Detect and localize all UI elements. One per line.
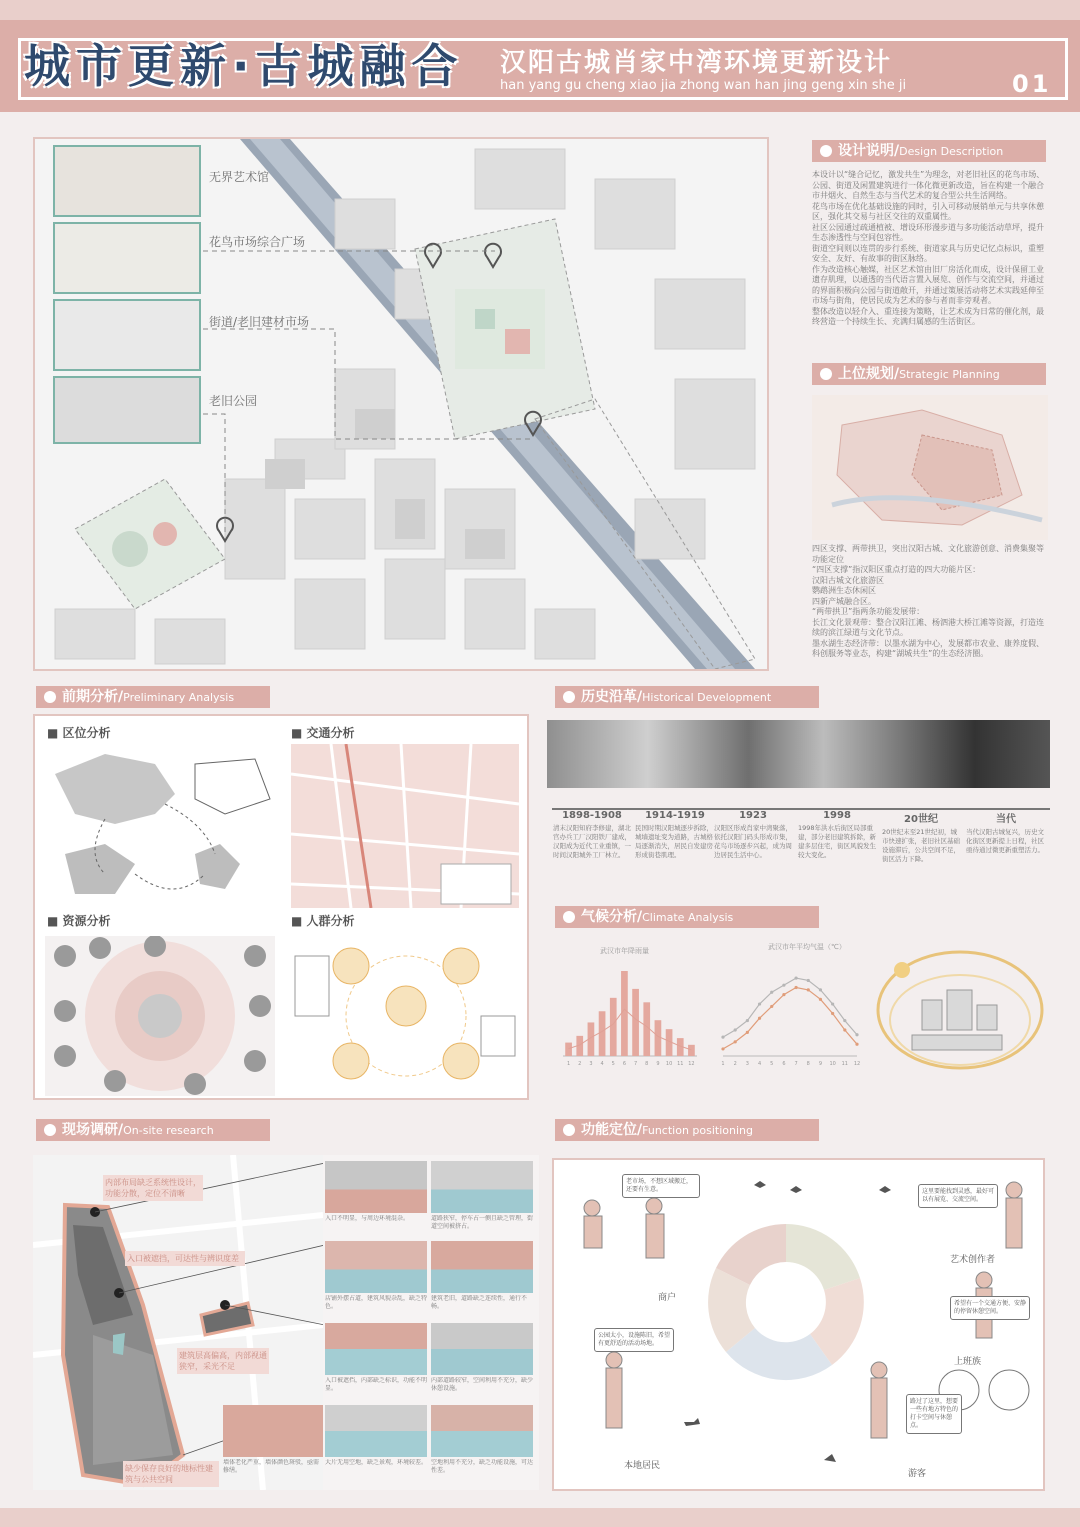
section-header-function: 功能定位/Function positioning (555, 1119, 819, 1141)
rain-bar (599, 1011, 606, 1056)
speech-bubble: 老市场，不想区域搬迁，还要有生意。 (622, 1174, 700, 1198)
temp-tick-label: 12 (853, 1061, 861, 1067)
design-description-text: 本设计以“缝合记忆，激发共生”为理念，对老旧社区的花鸟市场、公园、街道及闲置建筑进行一体化微更新改造，旨在构建一个融合市井烟火、自然生态与当代艺术的复合型公共生活网络。 花鸟市场在优化基础设施的同时，引入可移动展销单元与共享休憩区，强化其交易与社区交往的双重属性。 社区公园通过疏通植被、增设环形漫步道与多功能活动草坪，提升生态渗透性与空间包容性。 街道空间则以连贯的步行系统、街道家具与历史记忆点标识，重塑安全、友好、有故事的街区脉络。 作为改造核心触媒，社区艺术馆由旧厂房活化而成，设计保留工业遗存肌理，以通透的当代语言置入展览、创作与交流空间，并通过的界面积极向公园与街道敞开，并通过策展活动将艺术实践延伸至市场与街角，使居民成为艺术的参与者而非旁观者。 整体改造以轻介入、重连接为策略，让艺术成为日常的催化剂，最终营造一个持续生长、充满归属感的生活街区。 (812, 170, 1045, 326)
timeline-text: 当代汉阳古城复兴，历史文化街区更新提上日程，社区亟待通过微更新重塑活力。 (966, 828, 1044, 854)
temp-point (770, 991, 773, 994)
callout-label: 老旧公园 (209, 394, 258, 408)
onsite-note: 入口被遮挡，可达性与辨识度差 (125, 1251, 245, 1266)
rain-bar (565, 1043, 572, 1056)
rain-tick-label: 9 (656, 1061, 660, 1067)
temp-series-line (723, 988, 857, 1049)
strategic-plan-map (812, 395, 1048, 540)
timeline-text: 汉阳区形成肖家中湾聚落，依托汉阳门码头形成市集，花鸟市场逐步兴起，成为周边居民生活中心。 (714, 824, 792, 859)
crowd-diagram (291, 936, 519, 1096)
timeline-item (635, 810, 715, 884)
temp-point (807, 988, 810, 991)
site-photo (431, 1161, 533, 1213)
photo-caption: 墙体老化严重，墙体颜色斑驳，亟需修缮。 (223, 1459, 320, 1474)
timeline-text: 20世纪末至21世纪初，城市快速扩张，老旧社区基础设施滞后，公共空间不足，街区活力下降。 (882, 828, 960, 863)
rain-bar (621, 971, 628, 1056)
page-pinyin: han yang gu cheng xiao jia zhong wan han jing geng xin she ji (500, 78, 907, 93)
timeline-year: 1898-1908 (562, 810, 622, 821)
photo-caption: 内部道路较窄，空间利用不充分，缺少休憩设施。 (431, 1377, 533, 1392)
temp-tick-label: 8 (806, 1061, 810, 1067)
sun-path-diagram (872, 940, 1047, 1080)
role-label: 游客 (908, 1469, 927, 1479)
section-header-history: 历史沿革/Historical Development (555, 686, 819, 708)
temp-tick-label: 4 (757, 1061, 762, 1067)
role-label: 本地居民 (624, 1461, 661, 1471)
temp-point (807, 979, 810, 982)
section-header-climate: 气候分析/Climate Analysis (555, 906, 819, 928)
timeline-item (714, 810, 792, 884)
timeline-year: 1998 (823, 810, 851, 821)
callout-label: 无界艺术馆 (209, 170, 270, 184)
rain-tick-label: 2 (578, 1061, 582, 1067)
temp-point (758, 1017, 761, 1020)
speech-bubble: 路过了这里，想要一些有地方特色的打卡空间与休憩点。 (906, 1394, 962, 1434)
people-illustrations (554, 1160, 1043, 1489)
thumb-park (53, 376, 201, 444)
photo-caption: 建筑老旧，道路缺乏连续性，通行不畅。 (431, 1295, 528, 1310)
timeline-item (966, 810, 1046, 888)
temp-point (721, 1036, 724, 1039)
timeline-item (882, 810, 960, 888)
temp-tick-label: 11 (841, 1061, 849, 1067)
crowd-analysis-heading: ■ 人群分析 (291, 914, 355, 928)
timeline-text: 清末汉阳知府李修建，湖北官办兵工厂汉阳铁厂建成，汉阳成为近代工业重镇，一时间汉阳城外工厂林立。 (553, 824, 631, 859)
rain-tick-label: 7 (633, 1061, 638, 1067)
district-map-svg (812, 395, 1048, 540)
temp-point (843, 1019, 846, 1022)
rain-bar (655, 1020, 662, 1056)
temp-point (770, 1005, 773, 1008)
timeline-item (798, 810, 876, 884)
section-header-design: 设计说明/Design Description (812, 140, 1046, 162)
rain-tick-label: 5 (611, 1061, 615, 1067)
temp-point (831, 1002, 834, 1005)
region-analysis-heading: ■ 区位分析 (47, 726, 111, 740)
temp-tick-label: 7 (794, 1061, 798, 1067)
temp-tick-label: 2 (733, 1061, 737, 1067)
rain-tick-label: 10 (665, 1061, 673, 1067)
traffic-map (291, 744, 519, 908)
resource-map (45, 936, 275, 1096)
thumb-art-gallery (53, 145, 201, 217)
masterplan-panel (33, 137, 769, 671)
rain-tick-label: 12 (688, 1061, 695, 1067)
region-map (45, 744, 275, 914)
rain-tick-label: 4 (600, 1061, 604, 1067)
photo-caption: 入口不明显，与周边环境混杂。 (325, 1215, 410, 1222)
page-subtitle: 汉阳古城肖家中湾环境更新设计 (500, 48, 893, 78)
speech-bubble: 希望有一个交通方便、安静的停留休憩空间。 (950, 1296, 1030, 1320)
temp-point (794, 976, 797, 979)
rain-tick-label: 3 (589, 1061, 593, 1067)
site-photo (431, 1323, 533, 1375)
site-photo (431, 1241, 533, 1293)
strategic-planning-text: 四区支撑、两带拱卫，突出汉阳古城、文化旅游创意、消费集聚等功能定位 “四区支撑”指汉阳区重点打造的四大功能片区： 汉阳古城文化旅游区 鹦鹉洲生态休闲区 四新产城融合区。 “两带拱卫”指两条功能发展带： 长江文化景观带：整合汉阳江滩、杨泗港大桥江滩等资源，打造连续的滨江绿道与文化节点。 墨水湖生态经济带：以墨水湖为中心，发展都市农业、康养度假、科创服务等业态，构建“湖城共生”的生态经济圈。 (812, 544, 1044, 658)
thumb-street (53, 299, 201, 371)
thumb-flower-market (53, 222, 201, 294)
page-title: 城市更新·古城融合 (24, 39, 464, 93)
section-header-onsite: 现场调研/On-site research (36, 1119, 270, 1141)
rain-bar (610, 998, 617, 1056)
rain-bar (688, 1045, 695, 1056)
timeline-year: 当代 (996, 814, 1016, 825)
temp-tick-label: 3 (745, 1061, 749, 1067)
site-photo (431, 1405, 533, 1457)
onsite-panel (33, 1155, 539, 1490)
resource-analysis-heading: ■ 资源分析 (47, 914, 111, 928)
speech-bubble: 公园太小，设施陈旧，希望有更舒适的活动场地。 (594, 1328, 674, 1352)
temp-tick-label: 5 (770, 1061, 774, 1067)
timeline-item (553, 810, 631, 884)
role-label: 商户 (658, 1293, 677, 1303)
top-strip (0, 0, 1080, 20)
temp-point (855, 1043, 858, 1046)
rain-tick-label: 8 (645, 1061, 649, 1067)
preliminary-panel (33, 714, 529, 1100)
traffic-analysis-heading: ■ 交通分析 (291, 726, 355, 740)
onsite-note: 内部布局缺乏系统性设计，功能分散，定位不清晰 (103, 1175, 203, 1201)
rain-bar (632, 989, 639, 1056)
temp-point (794, 986, 797, 989)
temp-tick-label: 1 (721, 1061, 725, 1067)
photo-caption: 大片无用空地，缺乏景观，环境较差。 (325, 1459, 427, 1466)
temp-tick-label: 10 (829, 1061, 836, 1067)
site-photo (325, 1161, 427, 1213)
timeline-year: 1923 (739, 810, 767, 821)
rainfall-chart-title: 武汉市年降雨量 (600, 947, 649, 955)
photo-caption: 道路狭窄，停车占一侧且缺乏管理，街道空间被挤占。 (431, 1215, 533, 1230)
site-photo (325, 1323, 427, 1375)
temperature-chart-title: 武汉市年平均气温（℃） (768, 943, 846, 951)
role-label: 上班族 (954, 1357, 982, 1367)
temp-point (758, 1002, 761, 1005)
timeline-text: 民国时期汉阳城逐步拆除，城墙遗址变为道路，古城格局逐渐消失，居民自发建房形成街巷肌理。 (635, 824, 713, 859)
callout-label: 花鸟市场综合广场 (209, 235, 306, 249)
rainfall-chart (555, 956, 705, 1086)
temp-point (819, 988, 822, 991)
temp-point (746, 1019, 749, 1022)
onsite-note: 缺少保存良好的地标性建筑与公共空间 (123, 1461, 219, 1487)
section-header-strategic: 上位规划/Strategic Planning (812, 363, 1046, 385)
temp-point (843, 1028, 846, 1031)
temp-point (831, 1012, 834, 1015)
photo-caption: 店铺外摆占道，建筑风貌杂乱，缺乏特色。 (325, 1295, 427, 1310)
rain-trend-line (569, 1009, 692, 1050)
page-number: 01 (1012, 70, 1052, 98)
temp-point (734, 1040, 737, 1043)
temp-point (782, 984, 785, 987)
photo-caption: 空地利用不充分，缺乏功能设施，可达性差。 (431, 1459, 533, 1474)
onsite-note: 建筑层高偏高，内部视通狭窄，采光不足 (177, 1348, 269, 1374)
function-panel (552, 1158, 1045, 1491)
timeline-year: 1914-1919 (645, 810, 705, 821)
temp-point (819, 998, 822, 1001)
temp-point (855, 1033, 858, 1036)
temp-point (721, 1047, 724, 1050)
temp-series-line (723, 978, 857, 1037)
temperature-chart (715, 956, 865, 1086)
temp-point (746, 1031, 749, 1034)
site-photo (325, 1241, 427, 1293)
rain-tick-label: 1 (566, 1061, 571, 1067)
temp-point (782, 993, 785, 996)
site-photo (325, 1405, 427, 1457)
callout-label: 街道/老旧建材市场 (209, 315, 310, 329)
bottom-strip (0, 1508, 1080, 1527)
speech-bubble: 这里要能找到灵感，最好可以有展览、交流空间。 (918, 1184, 998, 1208)
site-photo (223, 1405, 323, 1457)
rain-tick-label: 11 (677, 1061, 684, 1067)
role-label: 艺术创作者 (950, 1255, 996, 1265)
temp-point (734, 1028, 737, 1031)
photo-caption: 入口被遮挡，内部缺乏标识，功能不明显。 (325, 1377, 427, 1392)
rain-tick-label: 6 (622, 1061, 627, 1067)
timeline-year: 20世纪 (904, 814, 938, 825)
timeline-text: 1998年洪水后街区局部重建，部分老旧建筑拆除，新建多层住宅，街区风貌发生较大变化。 (798, 824, 876, 859)
temp-tick-label: 6 (782, 1061, 786, 1067)
section-header-preliminary: 前期分析/Preliminary Analysis (36, 686, 270, 708)
history-photo-strip (547, 720, 1050, 788)
temp-tick-label: 9 (818, 1061, 823, 1067)
